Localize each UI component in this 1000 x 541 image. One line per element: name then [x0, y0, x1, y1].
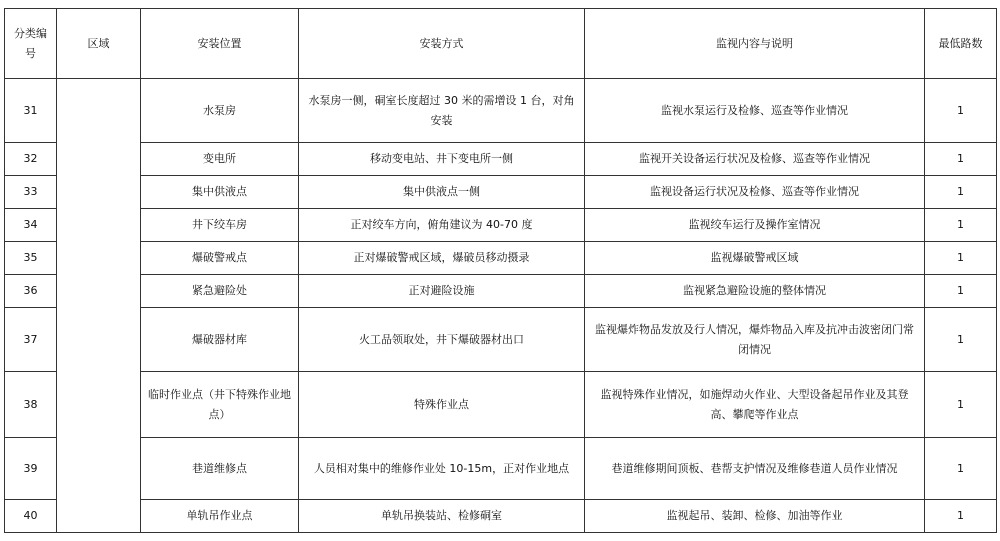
- cell-location: 紧急避险处: [141, 275, 299, 308]
- cell-location: 变电所: [141, 143, 299, 176]
- cell-location: 水泵房: [141, 79, 299, 143]
- cell-code: 39: [5, 438, 57, 500]
- cell-code: 36: [5, 275, 57, 308]
- cell-content: 监视起吊、装卸、检修、加油等作业: [585, 500, 925, 533]
- cell-content: 监视绞车运行及操作室情况: [585, 209, 925, 242]
- cell-method: 人员相对集中的维修作业处 10-15m，正对作业地点: [299, 438, 585, 500]
- cell-method: 移动变电站、井下变电所一侧: [299, 143, 585, 176]
- cell-code: 31: [5, 79, 57, 143]
- cell-location: 井下绞车房: [141, 209, 299, 242]
- cell-content: 监视爆炸物品发放及行人情况，爆炸物品入库及抗冲击波密闭门常闭情况: [585, 308, 925, 372]
- table-row: [5, 308, 997, 372]
- cell-location: 集中供液点: [141, 176, 299, 209]
- cell-region: [57, 79, 141, 533]
- cell-method: 正对爆破警戒区域，爆破员移动摄录: [299, 242, 585, 275]
- table-row: [5, 372, 997, 438]
- table-row: [5, 79, 997, 143]
- cell-location: 临时作业点（井下特殊作业地点）: [141, 372, 299, 438]
- cell-method: 正对避险设施: [299, 275, 585, 308]
- cell-min: 1: [925, 275, 997, 308]
- header-code: 分类编号: [5, 9, 57, 79]
- installation-table: [4, 8, 997, 533]
- cell-location: 爆破警戒点: [141, 242, 299, 275]
- table-row: [5, 438, 997, 500]
- header-min-channels: 最低路数: [925, 9, 997, 79]
- cell-min: 1: [925, 176, 997, 209]
- cell-location: 单轨吊作业点: [141, 500, 299, 533]
- cell-min: 1: [925, 372, 997, 438]
- cell-content: 巷道维修期间顶板、巷帮支护情况及维修巷道人员作业情况: [585, 438, 925, 500]
- cell-content: 监视爆破警戒区域: [585, 242, 925, 275]
- cell-min: 1: [925, 143, 997, 176]
- cell-code: 34: [5, 209, 57, 242]
- header-location: 安装位置: [141, 9, 299, 79]
- table-row: [5, 275, 997, 308]
- cell-location: 巷道维修点: [141, 438, 299, 500]
- cell-method: 特殊作业点: [299, 372, 585, 438]
- cell-min: 1: [925, 438, 997, 500]
- cell-content: 监视设备运行状况及检修、巡查等作业情况: [585, 176, 925, 209]
- cell-content: 监视特殊作业情况，如施焊动火作业、大型设备起吊作业及其登高、攀爬等作业点: [585, 372, 925, 438]
- header-method: 安装方式: [299, 9, 585, 79]
- cell-code: 33: [5, 176, 57, 209]
- cell-method: 正对绞车方向，俯角建议为 40-70 度: [299, 209, 585, 242]
- table-row: [5, 209, 997, 242]
- table-row: [5, 176, 997, 209]
- cell-method: 单轨吊换装站、检修硐室: [299, 500, 585, 533]
- header-content: 监视内容与说明: [585, 9, 925, 79]
- cell-min: 1: [925, 209, 997, 242]
- cell-code: 37: [5, 308, 57, 372]
- cell-min: 1: [925, 242, 997, 275]
- cell-method: 集中供液点一侧: [299, 176, 585, 209]
- cell-location: 爆破器材库: [141, 308, 299, 372]
- cell-code: 35: [5, 242, 57, 275]
- cell-content: 监视紧急避险设施的整体情况: [585, 275, 925, 308]
- cell-code: 32: [5, 143, 57, 176]
- cell-code: 38: [5, 372, 57, 438]
- cell-min: 1: [925, 79, 997, 143]
- table-row: [5, 143, 997, 176]
- header-region: 区域: [57, 9, 141, 79]
- cell-min: 1: [925, 308, 997, 372]
- table-row: [5, 500, 997, 533]
- cell-code: 40: [5, 500, 57, 533]
- table-row: [5, 242, 997, 275]
- cell-min: 1: [925, 500, 997, 533]
- cell-content: 监视开关设备运行状况及检修、巡查等作业情况: [585, 143, 925, 176]
- cell-method: 火工品领取处，井下爆破器材出口: [299, 308, 585, 372]
- header-row: [5, 9, 997, 79]
- cell-content: 监视水泵运行及检修、巡查等作业情况: [585, 79, 925, 143]
- cell-method: 水泵房一侧，硐室长度超过 30 米的需增设 1 台，对角安装: [299, 79, 585, 143]
